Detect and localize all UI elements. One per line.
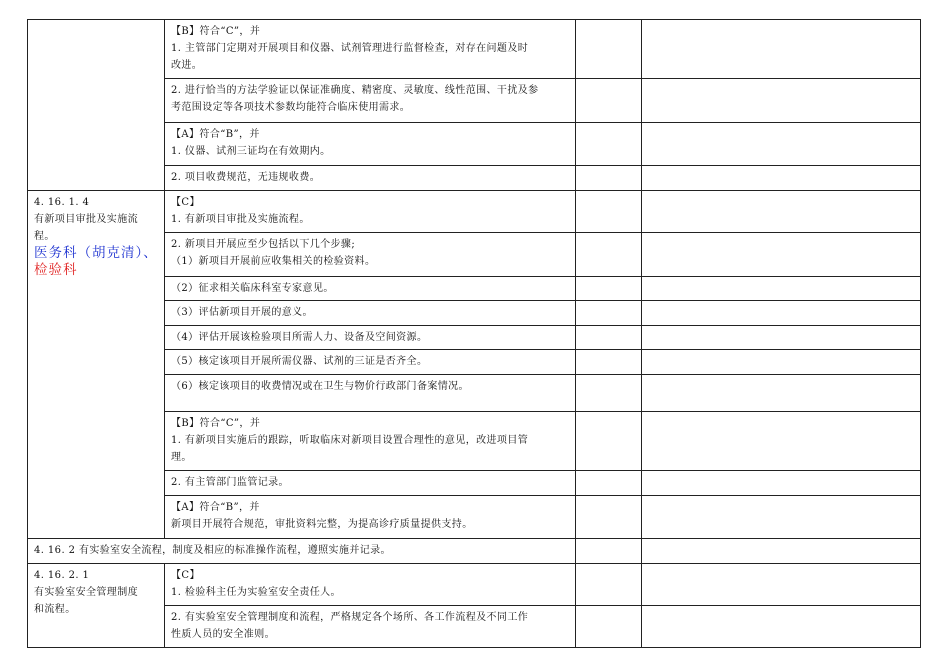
criteria-line: （6）核定该项目的收费情况或在卫生与物价行政部门备案情况。 <box>171 381 469 392</box>
description-line: 程。 <box>34 231 55 242</box>
criteria-line: 1. 主管部门定期对开展项目和仪器、试剂管理进行监督检查，对存在问题及时 <box>171 43 529 54</box>
description-line: 有新项目审批及实施流 <box>34 214 138 225</box>
responsible-departments <box>34 245 158 279</box>
blank-cell <box>642 326 921 350</box>
criteria-cell <box>165 191 576 233</box>
blank-cell <box>576 123 642 166</box>
criteria-cell <box>165 496 576 539</box>
blank-cell <box>642 233 921 277</box>
description-line: 有实验室安全管理制度 <box>34 587 138 598</box>
blank-cell <box>642 20 921 79</box>
criteria-line: 2. 进行恰当的方法学验证以保证准确度、精密度、灵敏度、线性范围、干扰及参 <box>171 85 539 96</box>
blank-cell <box>576 191 642 233</box>
criteria-cell <box>165 123 576 166</box>
criteria-cell <box>165 233 576 277</box>
blank-cell <box>576 301 642 326</box>
section-header-cell <box>28 539 576 564</box>
criteria-cell <box>165 412 576 471</box>
blank-cell <box>576 79 642 123</box>
standard-code: 4. 16. 1. 4 <box>34 197 90 208</box>
blank-cell <box>642 412 921 471</box>
blank-cell <box>642 277 921 301</box>
criteria-line: 2. 项目收费规范，无违规收费。 <box>171 172 321 183</box>
blank-cell <box>642 564 921 606</box>
criteria-line: （1）新项目开展前应收集相关的检验资料。 <box>171 256 376 267</box>
criteria-line: 1. 有新项目审批及实施流程。 <box>171 214 310 225</box>
blank-cell <box>576 564 642 606</box>
department-medical-affairs: 医务科（胡克清）、 <box>34 245 158 261</box>
blank-cell <box>642 123 921 166</box>
table-row <box>28 20 921 79</box>
criteria-line: 改进。 <box>171 60 203 71</box>
criteria-line: （5）核定该项目开展所需仪器、试剂的三证是否齐全。 <box>171 356 428 367</box>
blank-cell <box>642 166 921 191</box>
blank-cell <box>576 326 642 350</box>
criteria-cell <box>165 301 576 326</box>
criteria-cell <box>165 375 576 412</box>
blank-cell <box>642 191 921 233</box>
blank-cell <box>576 166 642 191</box>
criteria-cell <box>165 166 576 191</box>
criteria-line: 2. 有主管部门监管记录。 <box>171 477 289 488</box>
blank-cell <box>576 496 642 539</box>
blank-cell <box>576 606 642 648</box>
criteria-line: （3）评估新项目开展的意义。 <box>171 307 313 318</box>
blank-cell <box>576 20 642 79</box>
criteria-cell <box>165 350 576 375</box>
criteria-cell <box>165 277 576 301</box>
criteria-line: 【A】符合“B”，并 <box>171 502 260 513</box>
criteria-line: 1. 检验科主任为实验室安全责任人。 <box>171 587 341 598</box>
table-row <box>28 191 921 233</box>
standard-item-cell <box>28 191 165 539</box>
blank-cell <box>642 606 921 648</box>
blank-cell <box>576 539 642 564</box>
blank-cell <box>642 471 921 496</box>
standard-code: 4. 16. 2. 1 <box>34 570 90 581</box>
standard-description <box>34 584 158 618</box>
blank-cell <box>576 412 642 471</box>
criteria-line: 2. 新项目开展应至少包括以下几个步骤; <box>171 239 356 250</box>
criteria-line: 性质人员的安全准则。 <box>171 629 275 640</box>
criteria-cell <box>165 326 576 350</box>
criteria-line: 新项目开展符合规范，审批资料完整，为提高诊疗质量提供支持。 <box>171 519 473 530</box>
section-heading: 4. 16. 2 有实验室安全流程，制度及相应的标准操作流程，遵照实施并记录。 <box>34 545 391 556</box>
blank-cell <box>576 350 642 375</box>
criteria-cell <box>165 606 576 648</box>
table-row <box>28 539 921 564</box>
criteria-line: 【C】 <box>171 570 200 581</box>
criteria-cell <box>165 564 576 606</box>
left-cell-empty <box>28 20 165 191</box>
blank-cell <box>576 375 642 412</box>
criteria-line: 理。 <box>171 452 192 463</box>
criteria-cell <box>165 79 576 123</box>
blank-cell <box>642 301 921 326</box>
criteria-line: 1. 有新项目实施后的跟踪，听取临床对新项目设置合理性的意见，改进项目管 <box>171 435 529 446</box>
standard-item-cell <box>28 564 165 648</box>
blank-cell <box>642 375 921 412</box>
blank-cell <box>642 496 921 539</box>
blank-cell <box>642 539 921 564</box>
criteria-line: 考范围设定等各项技术参数均能符合临床使用需求。 <box>171 102 411 113</box>
blank-cell <box>576 471 642 496</box>
criteria-line: （2）征求相关临床科室专家意见。 <box>171 283 334 294</box>
table-row <box>28 564 921 606</box>
blank-cell <box>576 233 642 277</box>
standards-table <box>27 19 921 648</box>
blank-cell <box>642 79 921 123</box>
criteria-line: 【B】符合“C”，并 <box>171 26 261 37</box>
department-laboratory: 检验科 <box>34 262 78 278</box>
description-line: 和流程。 <box>34 604 76 615</box>
criteria-cell <box>165 471 576 496</box>
criteria-line: （4）评估开展该检验项目所需人力、设备及空间资源。 <box>171 332 428 343</box>
blank-cell <box>642 350 921 375</box>
criteria-cell <box>165 20 576 79</box>
criteria-line: 【C】 <box>171 197 200 208</box>
criteria-line: 2. 有实验室安全管理制度和流程，严格规定各个场所、各工作流程及不同工作 <box>171 612 529 623</box>
standard-description <box>34 211 158 245</box>
criteria-line: 【B】符合“C”，并 <box>171 418 261 429</box>
criteria-line: 1. 仪器、试剂三证均在有效期内。 <box>171 146 331 157</box>
blank-cell <box>576 277 642 301</box>
criteria-line: 【A】符合“B”，并 <box>171 129 260 140</box>
